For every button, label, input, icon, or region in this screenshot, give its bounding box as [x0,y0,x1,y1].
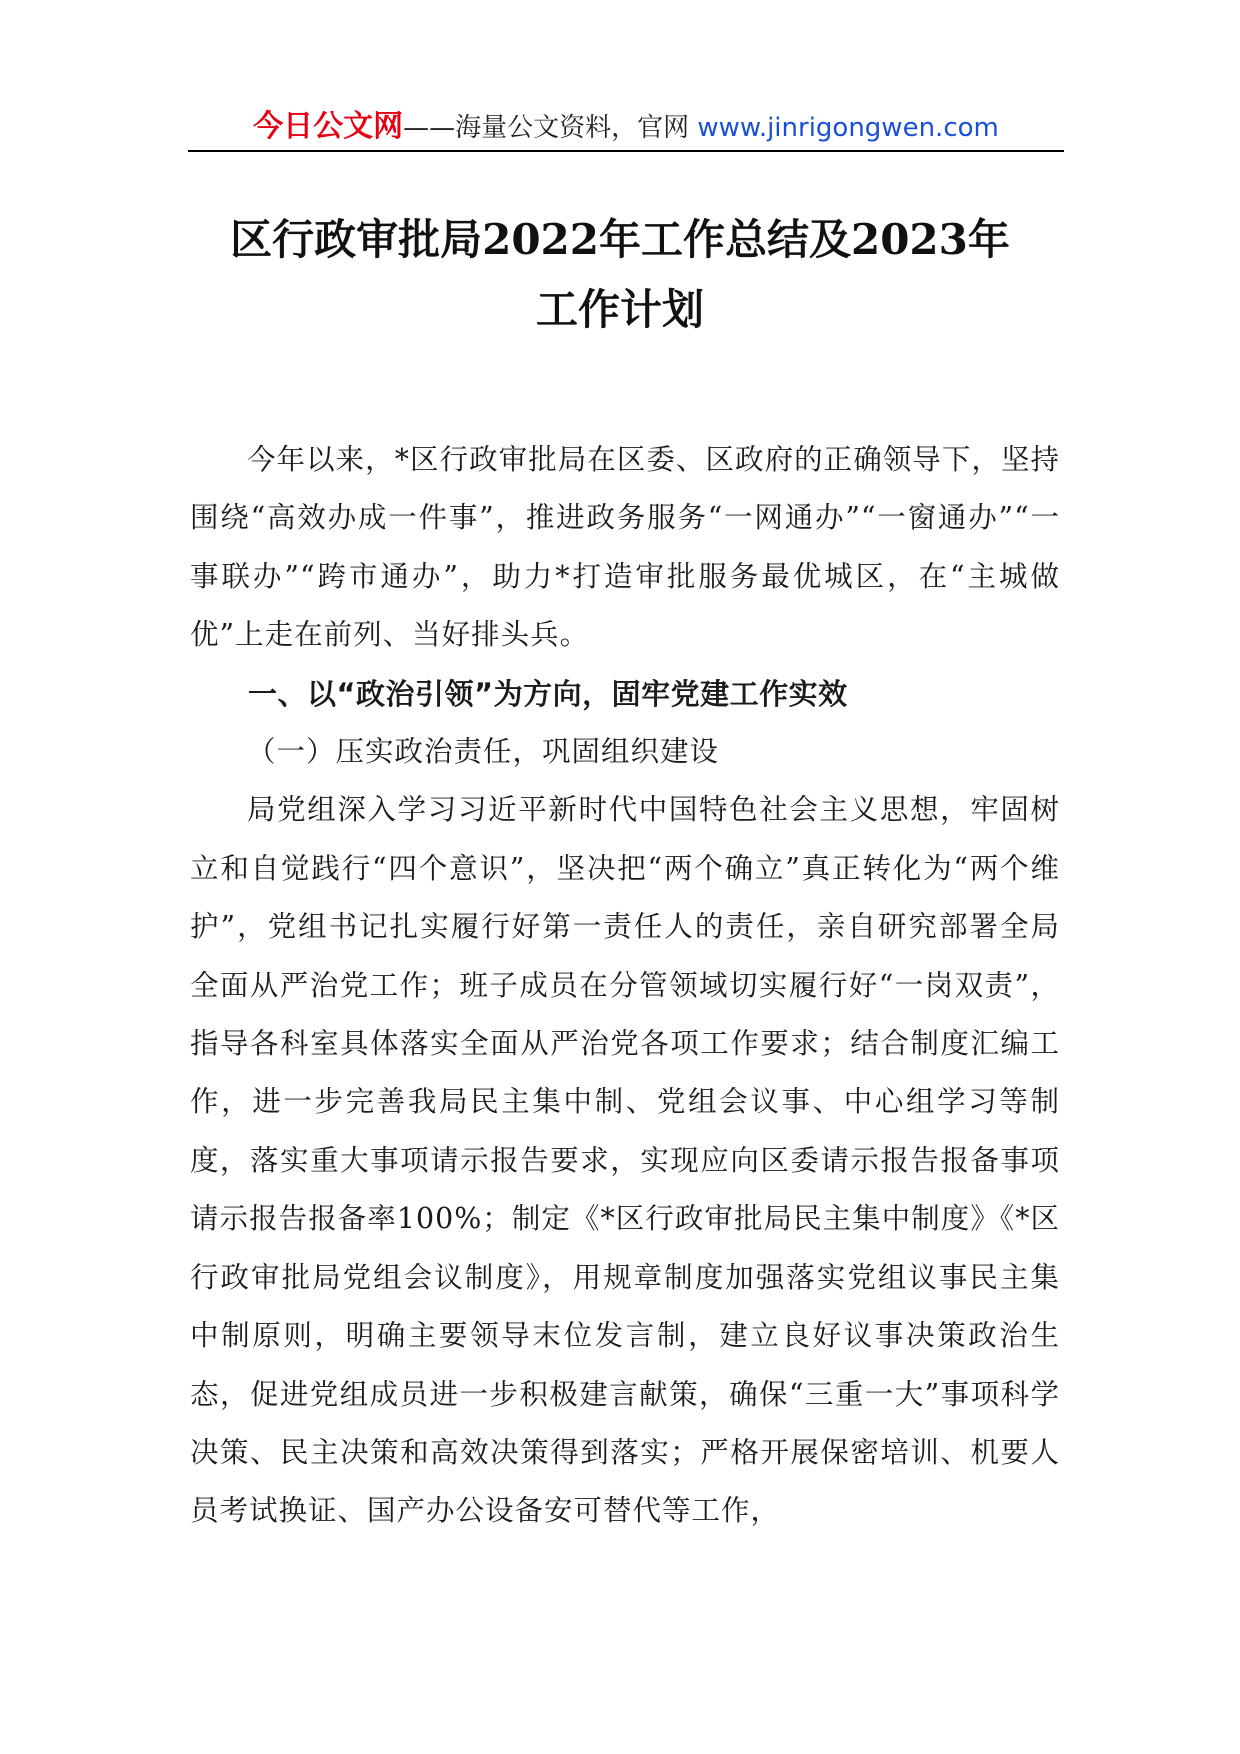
page-header [188,104,1064,150]
subsection-paragraph: 局党组深入学习习近平新时代中国特色社会主义思想，牢固树立和自觉践行“四个意识”，坚决把“两个确立”真正转化为“两个维护”，党组书记扎实履行好第一责任人的责任，亲自研究部署全局全面从严治党工作；班子成员在分管领域切实履行好“一岗双责”，指导各科室具体落实全面从严治党各项工作要求；结合制度汇编工作，进一步完善我局民主集中制、党组会议事、中心组学习等制度，落实重大事项请示报告要求，实现应向区委请示报告报备事项请示报告报备率100%；制定《*区行政审批局民主集中制度》《*区行政审批局党组会议制度》，用规章制度加强落实党组议事民主集中制原则，明确主要领导末位发言制，建立良好议事决策政治生态，促进党组成员进一步积极建言献策，确保“三重一大”事项科学决策、民主决策和高效决策得到落实；严格开展保密培训、机要人员考试换证、国产办公设备安可替代等工作， [190,793,1060,1528]
site-name[interactable]: 今日公文网 [253,109,404,144]
document-title-line-1: 区行政审批局2022年工作总结及2023年 [230,215,1010,264]
document-title-line-2: 工作计划 [535,285,704,334]
header-separator: —— [403,113,456,143]
site-tagline: 海量公文资料，官网 [455,113,698,143]
section-heading: 一、以“政治引领”为方向，固牢党建工作实效 [248,676,848,711]
site-url-link[interactable]: www.jinrigongwen.com [697,113,999,143]
document-body [190,431,1060,1541]
intro-paragraph: 今年以来，*区行政审批局在区委、区政府的正确领导下，坚持围绕“高效办成一件事”，推进政务服务“一网通办”“一窗通办”“一事联办”“跨市通办”，助力*打造审批服务最优城区，在“主城做优”上走在前列、当好排头兵。 [190,443,1060,652]
document-title [150,205,1090,345]
subsection-heading: （一）压实政治责任，巩固组织建设 [247,735,720,769]
header-divider [188,150,1064,152]
